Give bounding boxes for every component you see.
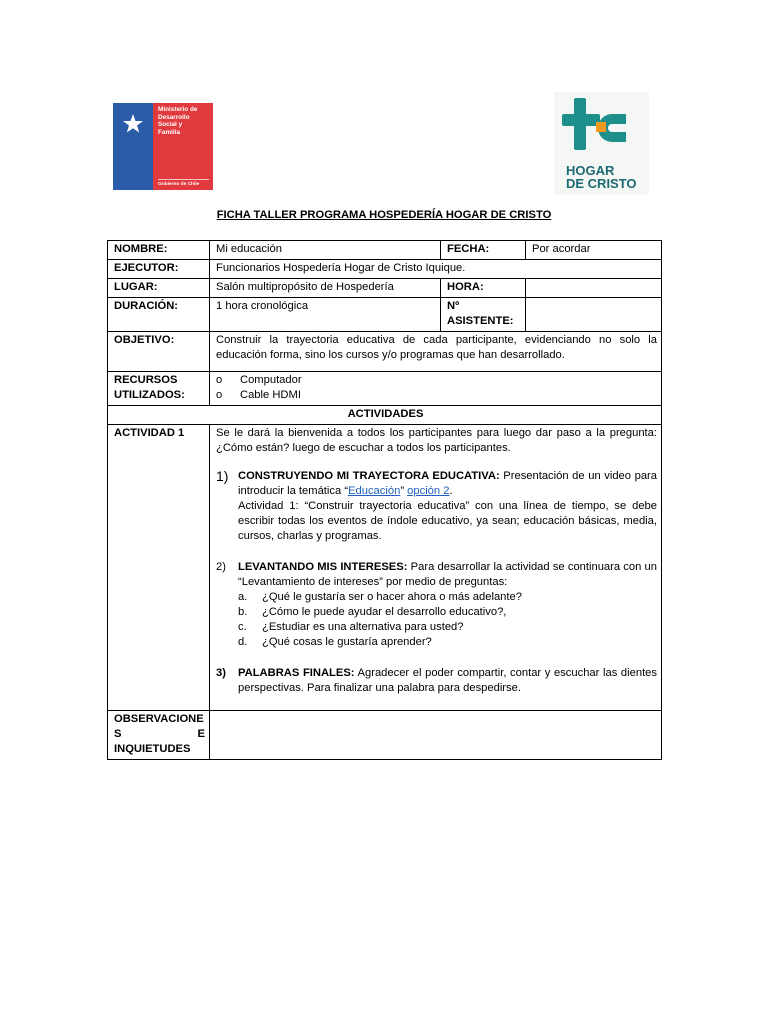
item-title: CONSTRUYENDO MI TRAYECTORA EDUCATIVA:	[238, 470, 500, 482]
item-number: 3)	[216, 667, 226, 679]
item-text: Presentación de un video para introducir la temática “	[238, 470, 657, 497]
observaciones-label	[108, 711, 210, 760]
duracion-label: DURACIÓN:	[108, 298, 210, 332]
item-text: Agradecer el poder compartir, contar y escuchar las dientes perspectivas. Para finalizar una palabra para despedirse.	[238, 667, 657, 694]
objetivo-label: OBJETIVO:	[108, 332, 210, 372]
item-title: PALABRAS FINALES:	[238, 667, 355, 679]
hora-label: HORA:	[441, 279, 526, 298]
item-text: Para desarrollar la actividad se continuara con un “Levantamiento de intereses” por medio de preguntas:	[238, 561, 657, 588]
item-body	[238, 666, 657, 696]
question-text: ¿Qué le gustaría ser o hacer ahora o más adelante?	[262, 591, 522, 603]
actividades-header: ACTIVIDADES	[108, 406, 662, 425]
fecha-value: Por acordar	[526, 241, 662, 260]
hogar-de-cristo-mark-icon	[554, 92, 649, 162]
question-text: ¿Cómo le puede ayudar el desarrollo educativo?,	[262, 606, 507, 618]
lugar-value: Salón multipropósito de Hospedería	[210, 279, 441, 298]
row-observaciones	[108, 711, 662, 760]
nombre-value: Mi educación	[210, 241, 441, 260]
recurso-text: Cable HDMI	[240, 389, 301, 401]
item-text: ”	[400, 485, 408, 497]
activity-item-2	[216, 560, 657, 590]
question-item	[216, 635, 657, 650]
lugar-label: LUGAR:	[108, 279, 210, 298]
bullet-marker: o	[216, 374, 223, 386]
observaciones-label-line2a: S	[114, 728, 122, 740]
activity-item-3	[216, 666, 657, 696]
duracion-value: 1 hora cronológica	[210, 298, 441, 332]
item-number: 1)	[216, 468, 229, 484]
hora-value	[526, 279, 662, 298]
item-text: .	[449, 485, 453, 497]
gobierno-label: Gobierno de Chile	[158, 182, 200, 187]
question-text: ¿Estudiar es una alternativa para usted?	[262, 621, 464, 633]
recursos-label	[108, 372, 210, 406]
actividad1-content	[210, 425, 662, 711]
row-ejecutor	[108, 260, 662, 279]
observaciones-label-line3: INQUIETUDES	[114, 743, 191, 755]
item-text-continuation: Actividad 1: “Construir trayectoria educativa” con una línea de tiempo, se debe escribir todas los eventos de índole educativo, ya sean; educación básicas, media, cursos, charlas y programas.	[238, 500, 657, 542]
row-duracion	[108, 298, 662, 332]
ejecutor-value: Funcionarios Hospedería Hogar de Cristo Iquique.	[210, 260, 662, 279]
hogar-de-cristo-wordmark: HOGAR DE CRISTO	[566, 163, 637, 191]
question-item	[216, 620, 657, 635]
observaciones-label-line2b: E	[197, 728, 205, 740]
question-item	[216, 605, 657, 620]
asistente-label-line1: Nº	[447, 300, 460, 312]
question-letter: d.	[238, 636, 248, 648]
chile-shield-emblem	[113, 103, 153, 190]
item-body	[238, 469, 657, 544]
question-item	[216, 590, 657, 605]
question-text: ¿Qué cosas le gustaría aprender?	[262, 636, 432, 648]
hogar-de-cristo-logo	[554, 92, 649, 195]
ejecutor-label: EJECUTOR:	[108, 260, 210, 279]
observaciones-label-line1: OBSERVACIONE	[114, 713, 204, 725]
document-title: FICHA TALLER PROGRAMA HOSPEDERÍA HOGAR DE CRISTO	[216, 209, 552, 221]
row-nombre	[108, 241, 662, 260]
recurso-item	[216, 388, 657, 403]
row-actividad-1	[108, 425, 662, 711]
fecha-label: FECHA:	[441, 241, 526, 260]
objetivo-value: Construir la trayectoria educativa de cada participante, evidenciando no solo la educación forma, sino los cursos y/o programas que han desarrollado.	[210, 332, 662, 372]
row-objetivo	[108, 332, 662, 372]
item-title: LEVANTANDO MIS INTERESES:	[238, 561, 408, 573]
recurso-text: Computador	[240, 374, 302, 386]
chile-star-icon	[116, 111, 150, 137]
asistente-label-line2: ASISTENTE:	[447, 315, 514, 327]
recursos-list	[210, 372, 662, 406]
question-letter: b.	[238, 606, 248, 618]
question-letter: c.	[238, 621, 247, 633]
bullet-marker: o	[216, 389, 223, 401]
logo-divider	[158, 179, 209, 180]
ficha-table	[107, 240, 662, 760]
recurso-item	[216, 373, 657, 388]
actividad1-label: ACTIVIDAD 1	[108, 425, 210, 711]
ministerio-red-panel	[153, 103, 213, 190]
observaciones-value	[210, 711, 662, 760]
video-link-educacion[interactable]: Educación	[348, 485, 401, 497]
row-actividades-header	[108, 406, 662, 425]
ministerio-name: Ministerio de Desarrollo Social y Familia	[158, 106, 198, 136]
recursos-label-line1: RECURSOS	[114, 374, 178, 386]
row-recursos	[108, 372, 662, 406]
recursos-label-line2: UTILIZADOS:	[114, 389, 185, 401]
asistente-label	[441, 298, 526, 332]
question-letter: a.	[238, 591, 248, 603]
item-body	[238, 560, 657, 590]
row-lugar	[108, 279, 662, 298]
nombre-label: NOMBRE:	[108, 241, 210, 260]
video-link-opcion-2[interactable]: opción 2	[407, 485, 450, 497]
asistente-value	[526, 298, 662, 332]
actividad1-intro: Se le dará la bienvenida a todos los participantes para luego dar paso a la pregunta: ¿Cómo están? luego de escuchar a todos los participantes.	[216, 427, 657, 454]
activity-item-1	[216, 469, 657, 544]
item-number: 2)	[216, 561, 226, 573]
ministerio-logo	[113, 103, 213, 190]
